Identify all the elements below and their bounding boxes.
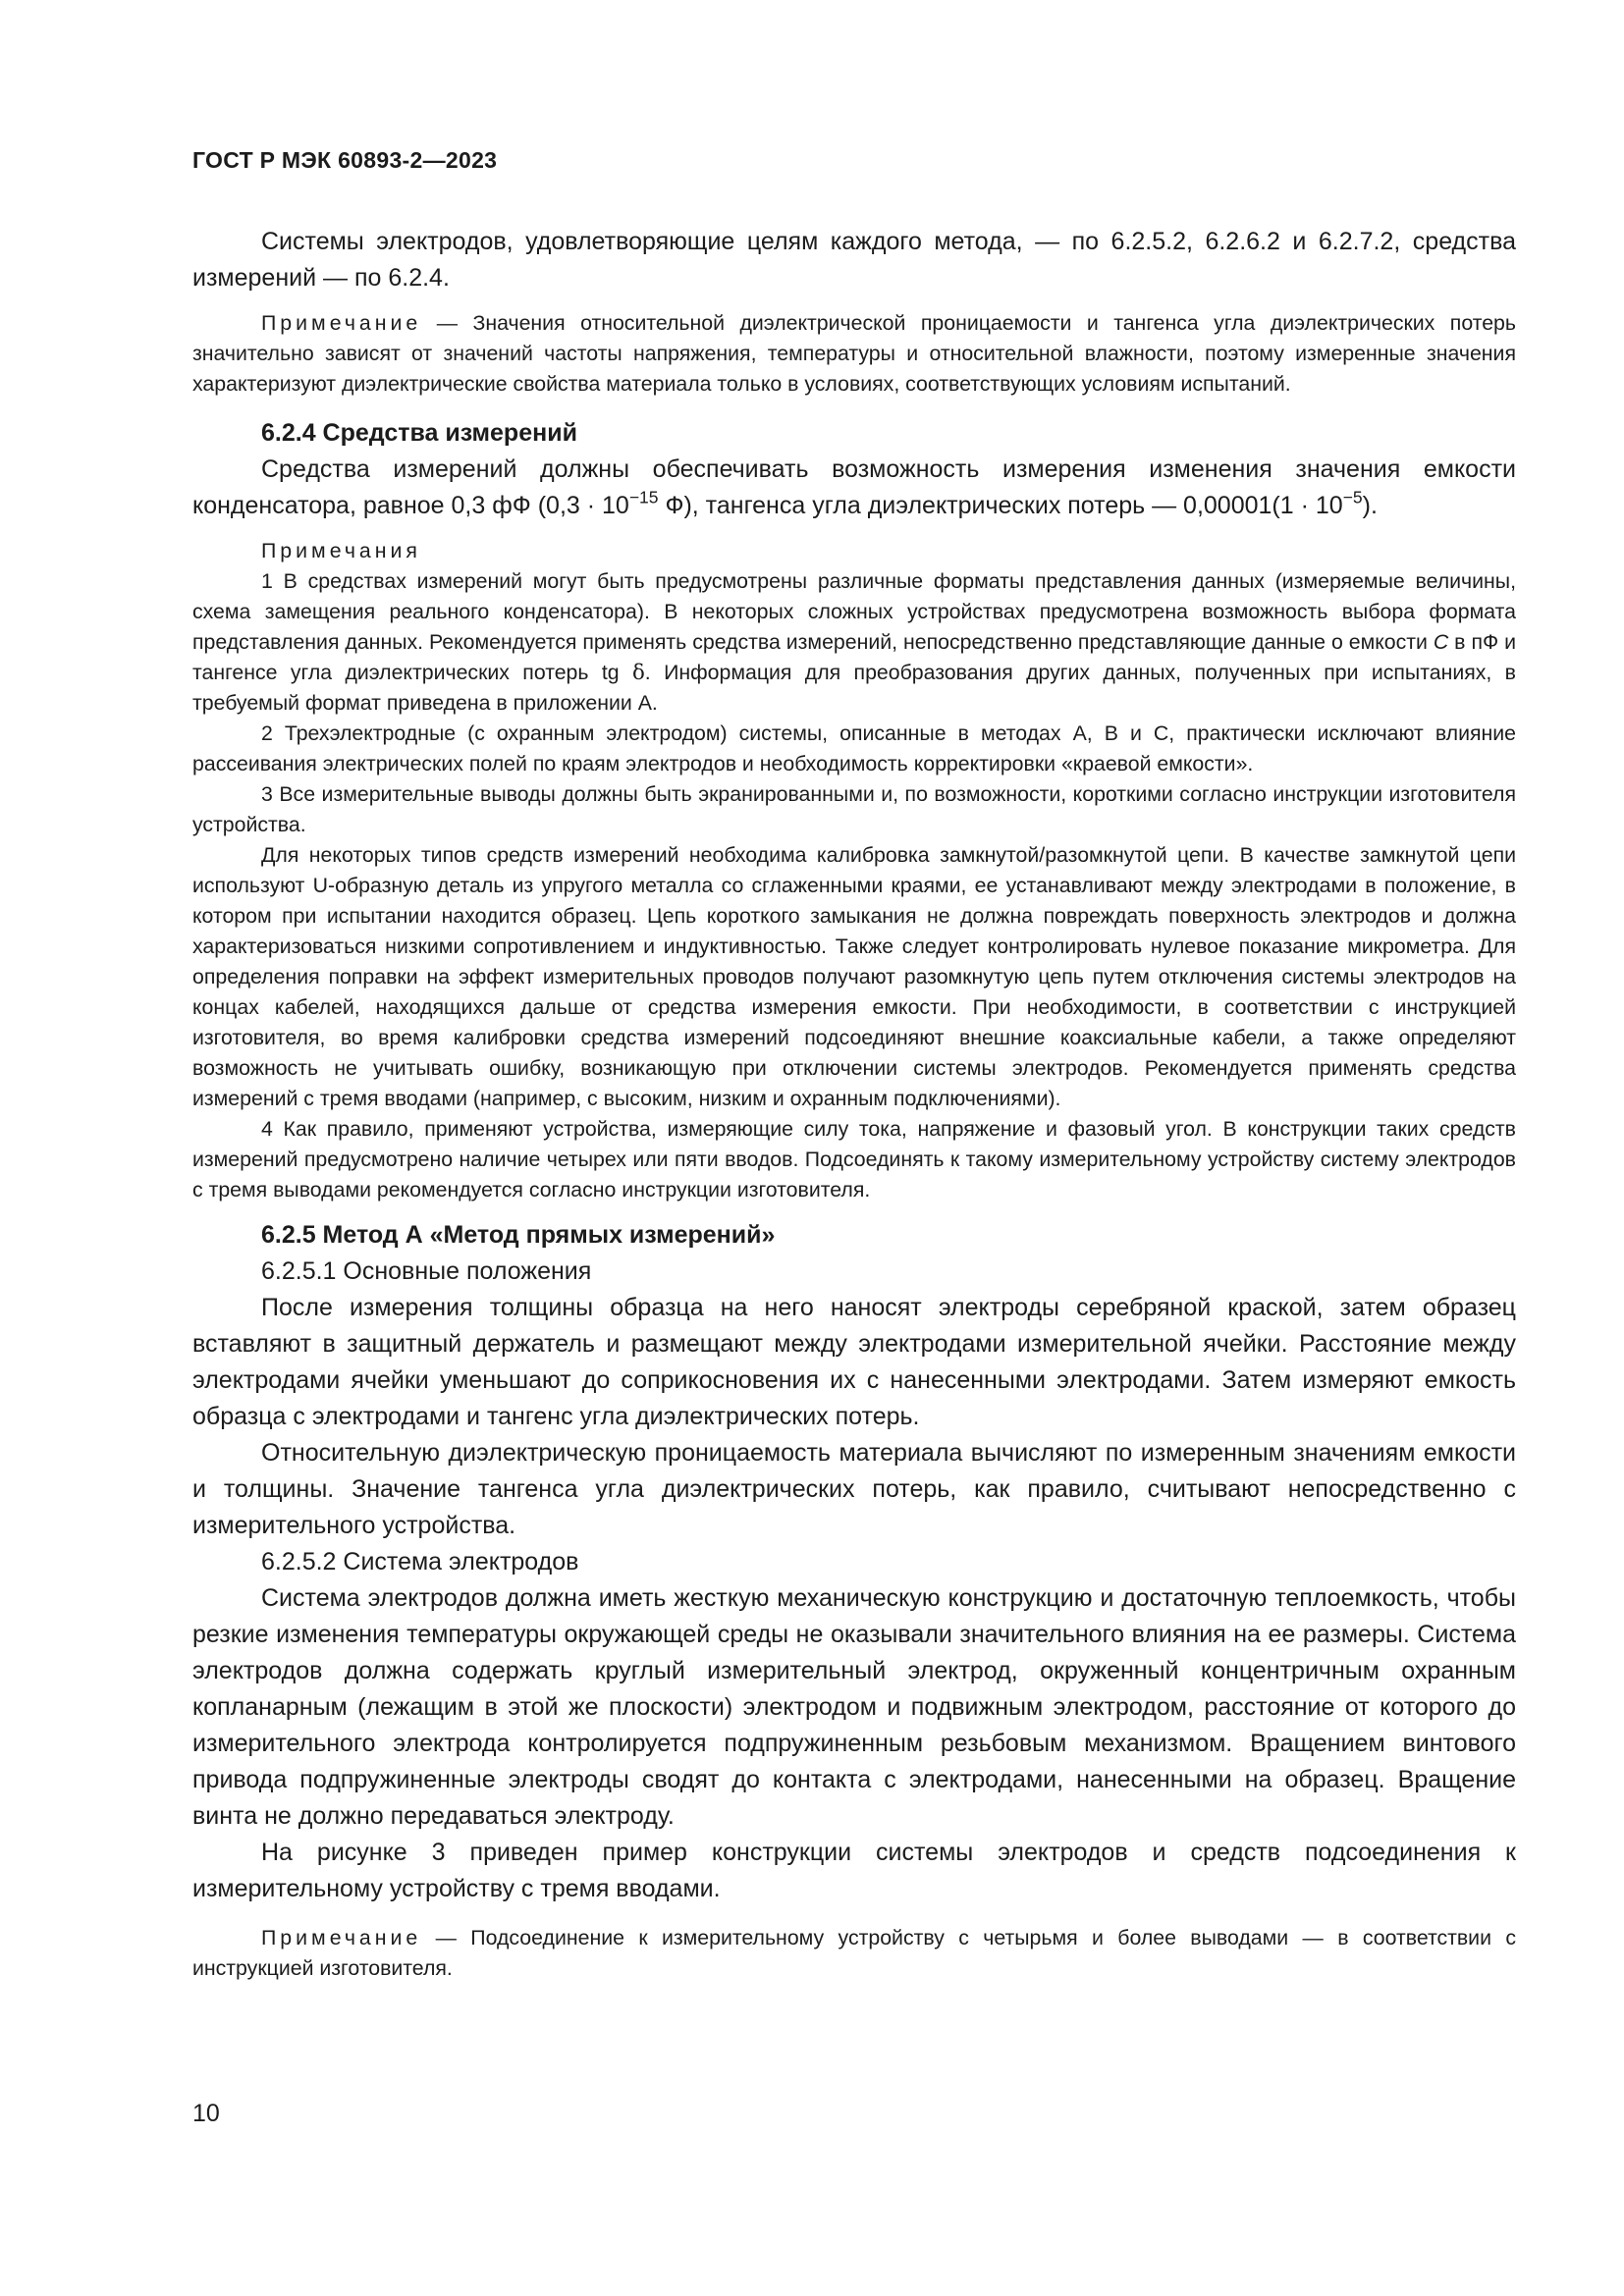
exponent: −5 <box>1342 487 1363 507</box>
note-item-3: 3 Все измерительные выводы должны быть экранированными и, по возможности, короткими согласно инструкции изготовителя устройства. <box>192 782 1516 836</box>
page-content <box>192 224 1516 1984</box>
paragraph-measuring-requirements: Средства измерений должны обеспечивать возможность измерения изменения значения емкости конденсатора, равное 0,3 фФ ($0,3 \cdot 10^{-15}$ Ф), тангенса угла диэлектрических потерь — $0,00001(1 \cdot 10^{-5})$. <box>192 455 1516 519</box>
note-item-3-paragraph: Для некоторых типов средств измерений необходима калибровка замкнутой/разомкнутой цепи. В качестве замкнутой цепи используют U-образную деталь из упругого металла со сглаженными краями, ее устанавливают между электродами в положение, в котором при испытании находится образец. Цепь короткого замыкания не должна повреждать поверхность электродов и должна характеризоваться низкими сопротивлением и индуктивностью. Также следует контролировать нулевое показание микрометра. Для определения поправки на эффект измерительных проводов получают разомкнутую цепь путем отключения системы электродов на концах кабелей, находящихся дальше от средства измерения емкости. При необходимости, в соответствии с инструкцией изготовителя, во время калибровки средства измерений подсоединяют внешние коаксиальные кабели, а также определяют возможность не учитывать ошибку, возникающую при отключении системы электродов. Рекомендуется применять средства измерений с тремя вводами (например, с высоким, низким и охранным подключениями). <box>192 843 1516 1110</box>
note-label: Примечание <box>261 311 422 335</box>
notes-heading: Примечания <box>261 539 421 562</box>
paragraph-figure-3: На рисунке 3 приведен пример конструкции системы электродов и средств подсоединения к измерительному устройству с тремя вводами. <box>192 1839 1516 1902</box>
section-heading-6-2-5: 6.2.5 Метод А «Метод прямых измерений» <box>261 1221 776 1249</box>
paragraph-electrode-system: Система электродов должна иметь жесткую механическую конструкцию и достаточную теплоемкость, чтобы резкие изменения температуры окружающей среды не оказывали значительного влияния на ее размеры. Система электродов должна содержать круглый измерительный электрод, окруженный концентричным охранным копланарным (лежащим в этой же плоскости) электродом и подвижным электродом, расстояние от которого до измерительного электрода контролируется подпружиненным резьбовым механизмом. Вращением винтового привода подпружиненные электроды сводят до контакта с электродами, нанесенными на образец. Вращение винта не должно передаваться электроду. <box>192 1584 1516 1830</box>
note-dielectric <box>192 308 1516 400</box>
subsection-heading-6-2-5-2: 6.2.5.2 Система электродов <box>261 1548 579 1575</box>
paragraph-electrode-systems: Системы электродов, удовлетворяющие целям каждого метода, — по 6.2.5.2, 6.2.6.2 и 6.2.7.2, средства измерений — по 6.2.4. <box>192 228 1516 292</box>
paragraph-method-a-1: После измерения толщины образца на него наносят электроды серебряной краской, затем образец вставляют в защитный держатель и размещают между электродами измерительной ячейки. Расстояние между электродами ячейки уменьшают до соприкосновения их с нанесенными электродами. Затем измеряют емкость образца с электродами и тангенс угла диэлектрических потерь. <box>192 1294 1516 1430</box>
page-number: 10 <box>192 2100 220 2127</box>
note-connection <box>192 1923 1516 1984</box>
note-item-4: 4 Как правило, применяют устройства, измеряющие силу тока, напряжение и фазовый угол. В конструкции таких средств измерений предусмотрено наличие четырех или пяти вводов. Подсоединять к такому измерительному устройству систему электродов с тремя выводами рекомендуется согласно инструкции изготовителя. <box>192 1117 1516 1201</box>
note-label: Примечание <box>261 1926 422 1949</box>
note-item-2: 2 Трехэлектродные (с охранным электродом) системы, описанные в методах А, В и С, практически исключают влияние рассеивания электрических полей по краям электродов и необходимость корректировки «краевой емкости». <box>192 721 1516 775</box>
section-heading-6-2-4: 6.2.4 Средства измерений <box>261 419 577 447</box>
note-text: — Значения относительной диэлектрической проницаемости и тангенса угла диэлектрических потерь значительно зависят от значений частоты напряжения, температуры и относительной влажности, поэтому измеренные значения характеризуют диэлектрические свойства материала только в условиях, соответствующих условиям испытаний. <box>192 311 1516 396</box>
note-item-1: 1 В средствах измерений могут быть предусмотрены различные форматы представления данных (измеряемые величины, схема замещения реального конденсатора). В некоторых сложных устройствах предусмотрена возможность выбора формата представления данных. Рекомендуется применять средства измерений, непосредственно представляющие данные о емкости C в пФ и тангенсе угла диэлектрических потерь tg δ. Информация для преобразования других данных, полученных при испытаниях, в требуемый формат приведена в приложении А. <box>192 569 1516 715</box>
document-header: ГОСТ Р МЭК 60893-2—2023 <box>192 147 498 173</box>
note-text: — Подсоединение к измерительному устройству с четырьмя и более выводами — в соответствии с инструкцией изготовителя. <box>192 1926 1516 1980</box>
paragraph-method-a-2: Относительную диэлектрическую проницаемость материала вычисляют по измеренным значениям емкости и толщины. Значение тангенса угла диэлектрических потерь, как правило, считывают непосредственно с измерительного устройства. <box>192 1439 1516 1539</box>
subsection-heading-6-2-5-1: 6.2.5.1 Основные положения <box>261 1257 592 1285</box>
exponent: −15 <box>628 487 659 507</box>
